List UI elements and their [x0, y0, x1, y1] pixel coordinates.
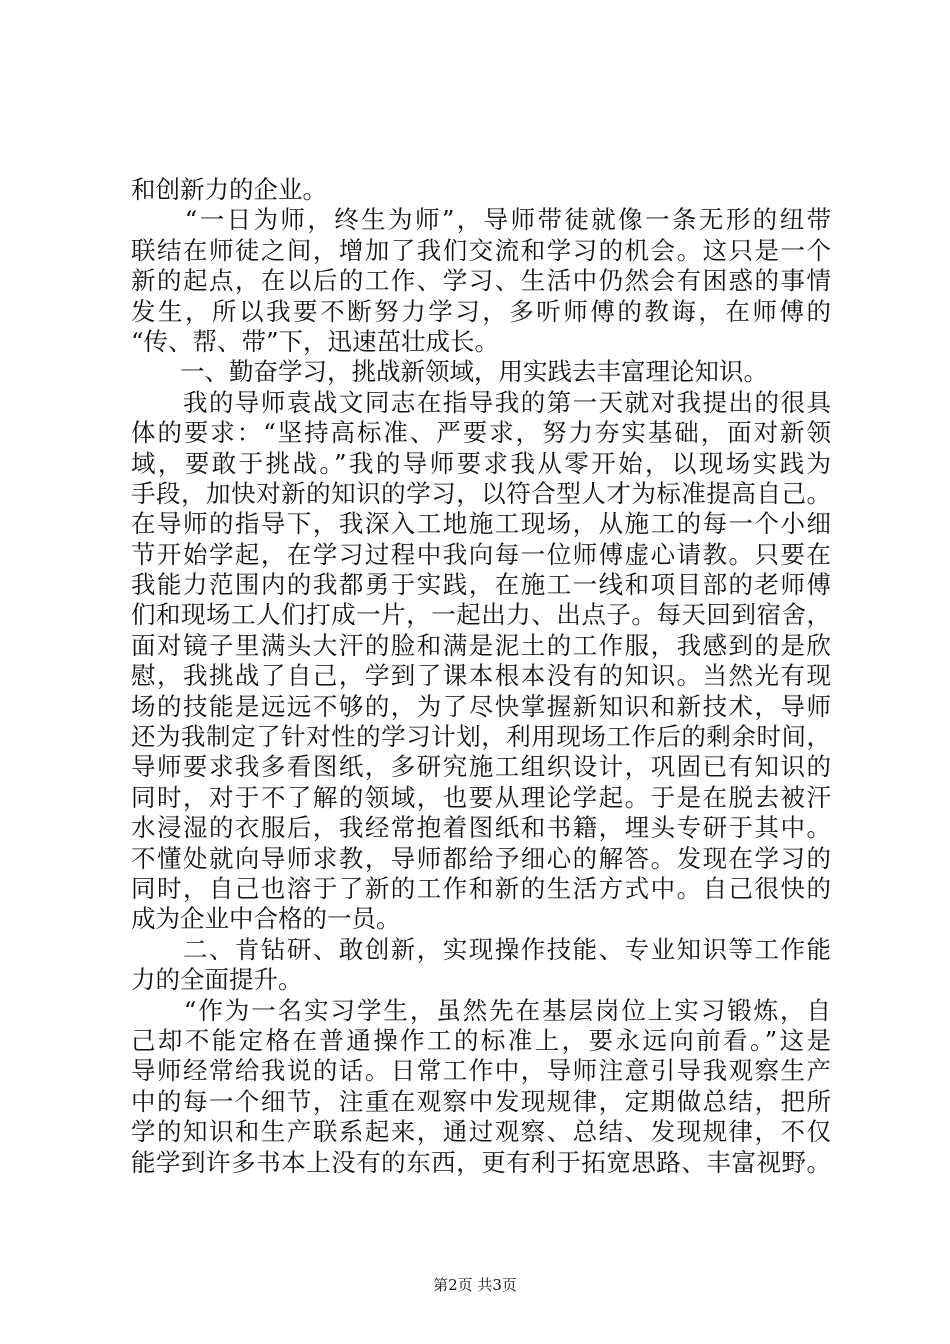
text-line: 体的要求：“坚持高标准、严要求，努力夯实基础，面对新领 [131, 418, 831, 448]
text-line: 中的每一个细节，注重在观察中发现规律，定期做总结，把所 [131, 1086, 831, 1116]
text-line: 面对镜子里满头大汗的脸和满是泥土的工作服，我感到的是欣 [131, 630, 831, 660]
text-line: 成为企业中合格的一员。 [131, 904, 401, 934]
text-line: “作为一名实习学生，虽然先在基层岗位上实习锻炼，自 [131, 995, 831, 1025]
text-line: 同时，对于不了解的领域，也要从理论学起。于是在脱去被汗 [131, 782, 831, 812]
text-line: 联结在师徒之间，增加了我们交流和学习的机会。这只是一个 [131, 235, 831, 265]
text-line: 慰，我挑战了自己，学到了课本根本没有的知识。当然光有现 [131, 661, 831, 691]
text-line: 在导师的指导下，我深入工地施工现场，从施工的每一个小细 [131, 509, 831, 539]
text-line: 导师要求我多看图纸，多研究施工组织设计，巩固已有知识的 [131, 752, 831, 782]
text-line: 新的起点，在以后的工作、学习、生活中仍然会有困惑的事情 [131, 266, 831, 296]
text-line: 我的导师袁战文同志在指导我的第一天就对我提出的很具 [131, 387, 831, 417]
text-line: 不懂处就向导师求教，导师都给予细心的解答。发现在学习的 [131, 843, 831, 873]
text-line: 们和现场工人们打成一片，一起出力、出点子。每天回到宿舍， [131, 600, 831, 630]
document-body [131, 175, 831, 1178]
text-line: 水浸湿的衣服后，我经常抱着图纸和书籍，埋头专研于其中。 [131, 813, 831, 843]
text-line: 域，要敢于挑战。”我的导师要求我从零开始，以现场实践为 [131, 448, 831, 478]
page-footer: 第2页 共3页 [433, 1276, 517, 1294]
text-line: 发生，所以我要不断努力学习，多听师傅的教诲，在师傅的 [131, 296, 831, 326]
text-line: 一、勤奋学习，挑战新领域，用实践去丰富理论知识。 [131, 357, 768, 387]
text-line: 导师经常给我说的话。日常工作中，导师注意引导我观察生产 [131, 1056, 831, 1086]
text-line: 我能力范围内的我都勇于实践，在施工一线和项目部的老师傅 [131, 570, 831, 600]
text-line: 节开始学起，在学习过程中我向每一位师傅虚心请教。只要在 [131, 539, 831, 569]
text-line: 和创新力的企业。 [131, 175, 327, 204]
text-line: 力的全面提升。 [131, 965, 303, 995]
text-line: 二、肯钻研、敢创新，实现操作技能、专业知识等工作能 [131, 934, 831, 964]
text-line: 己却不能定格在普通操作工的标准上，要永远向前看。”这是 [131, 1025, 831, 1055]
text-line: 手段，加快对新的知识的学习，以符合型人才为标准提高自己。 [131, 478, 831, 508]
text-line: 学的知识和生产联系起来，通过观察、总结、发现规律，不仅 [131, 1117, 831, 1147]
text-line: “一日为师，终生为师”，导师带徒就像一条无形的纽带 [131, 205, 831, 235]
text-line: 同时，自己也溶于了新的工作和新的生活方式中。自己很快的 [131, 873, 831, 903]
text-line: “传、帮、带”下，迅速茁壮成长。 [131, 326, 500, 356]
text-line: 场的技能是远远不够的，为了尽快掌握新知识和新技术，导师 [131, 691, 831, 721]
text-line: 能学到许多书本上没有的东西，更有利于拓宽思路、丰富视野。 [131, 1147, 831, 1177]
text-line: 还为我制定了针对性的学习计划，利用现场工作后的剩余时间， [131, 722, 831, 752]
